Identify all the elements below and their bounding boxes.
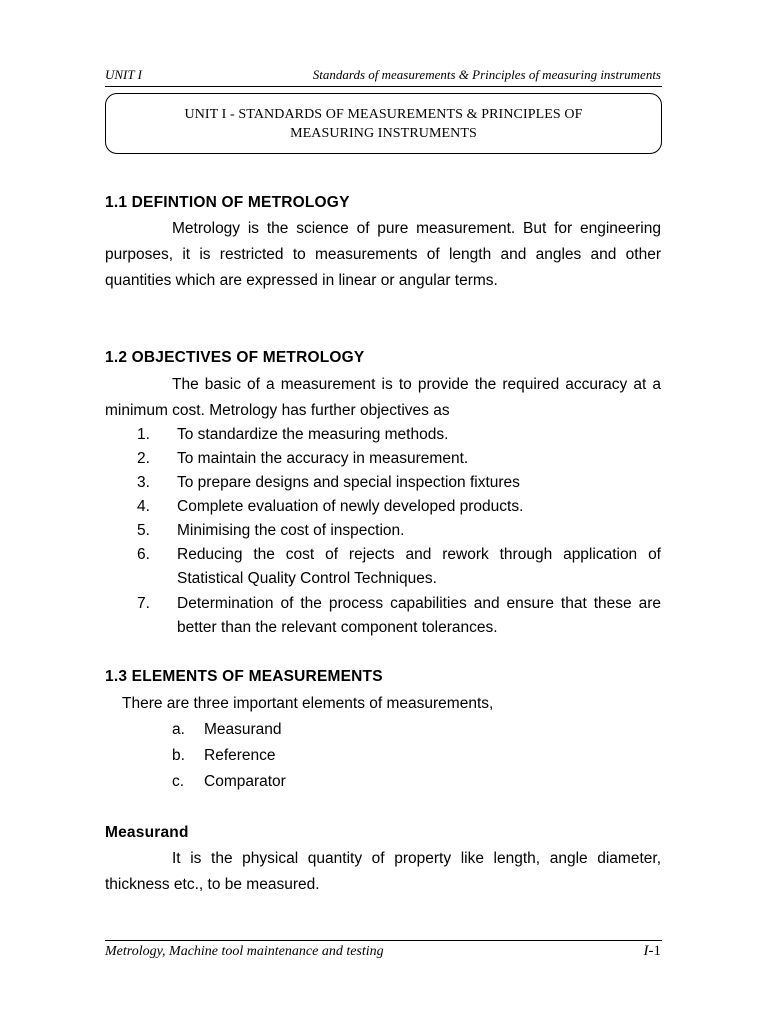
list-letter: a.	[172, 721, 185, 738]
element-list-item	[172, 718, 282, 742]
element-list-item	[172, 770, 286, 794]
list-letter: b.	[172, 747, 185, 764]
list-text: Determination of the process capabilities and ensure that these are better than the relevant component tolerances.	[177, 595, 661, 636]
list-text: Complete evaluation of newly developed products.	[177, 498, 524, 515]
unit-title-line-1: UNIT I - STANDARDS OF MEASUREMENTS & PRINCIPLES OF	[184, 106, 583, 122]
objective-list-item	[137, 495, 661, 519]
section-1-1-paragraph: Metrology is the science of pure measurement. But for engineering purposes, it is restricted to measurements of length and angles and other quantities which are expressed in linear or angular terms.	[105, 220, 661, 289]
list-number: 5.	[137, 522, 150, 539]
objective-list-item	[137, 592, 661, 640]
objective-list-item	[137, 447, 661, 471]
list-number: 3.	[137, 474, 150, 491]
section-1-3-intro: There are three important elements of measurements,	[122, 695, 494, 712]
header-rule	[105, 86, 662, 87]
section-heading-1-2: 1.2 OBJECTIVES OF METROLOGY	[105, 349, 365, 366]
objective-list-item	[137, 519, 661, 543]
measurand-paragraph: It is the physical quantity of property like length, angle diameter, thickness etc., to be measured.	[105, 850, 661, 893]
section-1-2-paragraph: The basic of a measurement is to provide the required accuracy at a minimum cost. Metrology has further objectives as	[105, 376, 661, 419]
measurand-heading: Measurand	[105, 824, 189, 841]
list-number: 7.	[137, 595, 150, 612]
list-text: Measurand	[204, 721, 282, 738]
list-text: Comparator	[204, 773, 286, 790]
list-text: Minimising the cost of inspection.	[177, 522, 405, 539]
objective-list-item	[137, 471, 661, 495]
list-text: To prepare designs and special inspection fixtures	[177, 474, 520, 491]
list-number: 6.	[137, 546, 150, 563]
running-header-subject: Standards of measurements & Principles of measuring instruments	[312, 67, 661, 82]
list-letter: c.	[172, 773, 185, 790]
section-heading-1-3: 1.3 ELEMENTS OF MEASUREMENTS	[105, 668, 383, 685]
list-number: 2.	[137, 450, 150, 467]
objective-list-item	[137, 423, 661, 447]
page-number-prefix: I-	[643, 943, 654, 959]
list-text: To standardize the measuring methods.	[177, 426, 449, 443]
section-heading-1-1: 1.1 DEFINTION OF METROLOGY	[105, 194, 350, 211]
footer-rule	[105, 940, 662, 941]
element-list-item	[172, 744, 276, 768]
objective-list-item	[137, 543, 661, 591]
page-number-value: 1	[653, 943, 661, 959]
unit-title-box	[105, 93, 662, 154]
list-number: 1.	[137, 426, 150, 443]
page-number	[644, 943, 662, 960]
footer-book-title: Metrology, Machine tool maintenance and testing	[105, 944, 384, 959]
list-text: To maintain the accuracy in measurement.	[177, 450, 469, 467]
list-text: Reducing the cost of rejects and rework through application of Statistical Quality Control Techniques.	[177, 546, 661, 587]
list-text: Reference	[204, 747, 276, 764]
running-header-unit: UNIT I	[105, 67, 142, 82]
unit-title-line-2: MEASURING INSTRUMENTS	[290, 125, 477, 141]
list-number: 4.	[137, 498, 150, 515]
